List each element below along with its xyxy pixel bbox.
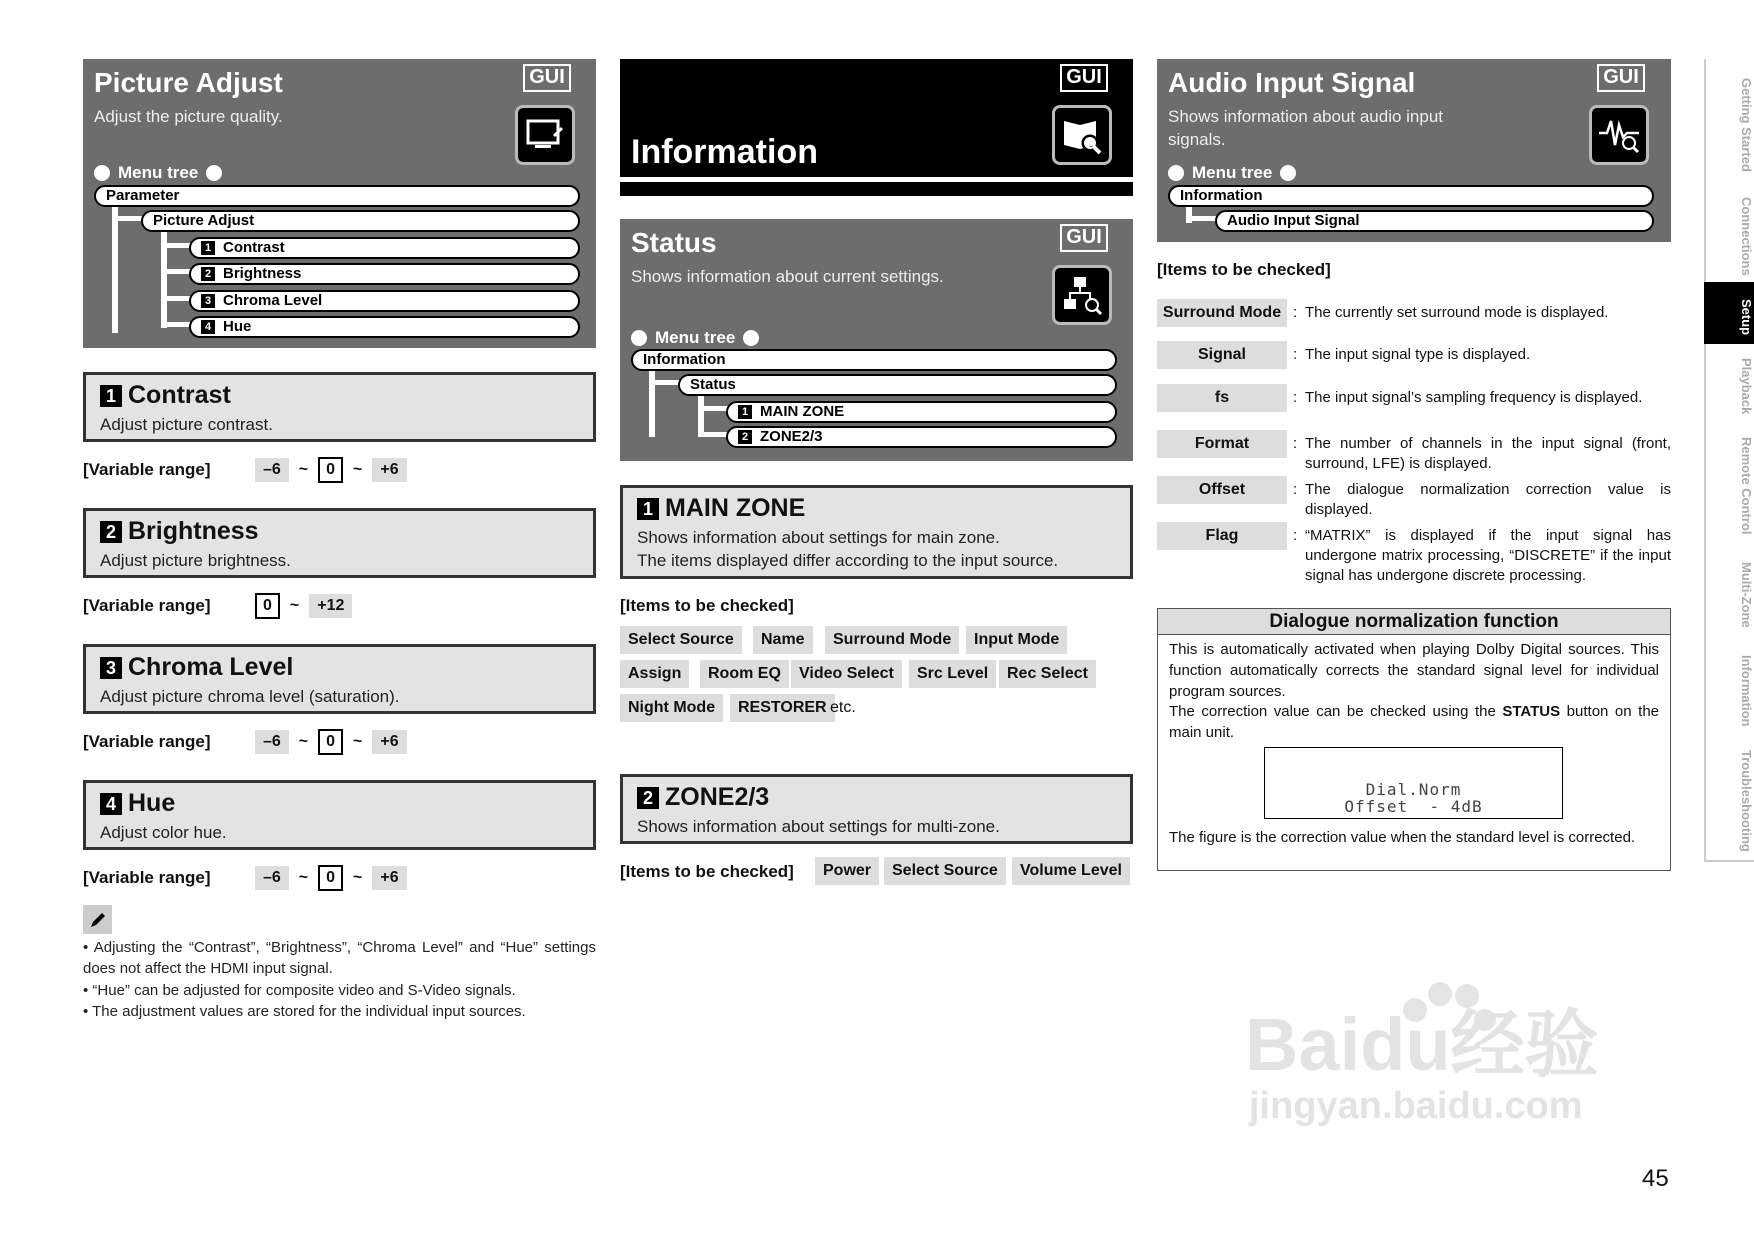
information-rule: [620, 182, 1133, 196]
main-zone-section: [620, 485, 1133, 579]
tree-status: Status: [678, 374, 1117, 396]
item-rec-select: Rec Select: [999, 660, 1096, 688]
chroma-range: [Variable range] –6 ~ 0 ~ +6: [83, 729, 417, 755]
tab-information[interactable]: Information: [1704, 639, 1754, 734]
dialnorm-p3: The figure is the correction value when the standard level is corrected.: [1169, 829, 1636, 846]
information-header: [620, 59, 1133, 177]
tree-picture-adjust: Picture Adjust: [141, 210, 580, 232]
main-zone-desc-1: Shows information about settings for main zone.: [637, 528, 1000, 547]
contrast-title: 1 Contrast: [100, 381, 231, 410]
tab-setup[interactable]: Setup: [1704, 282, 1754, 344]
tree-brightness: 2 Brightness: [189, 263, 580, 285]
label-surround-mode: Surround Mode: [1157, 299, 1287, 327]
main-zone-desc-2: The items displayed differ according to the input source.: [637, 551, 1059, 570]
zone23-items-label: [Items to be checked]: [620, 862, 794, 881]
display-panel: [1264, 747, 1563, 819]
book-search-icon: [1052, 105, 1112, 165]
audio-input-title: Audio Input Signal: [1168, 67, 1416, 98]
chroma-title: 3 Chroma Level: [100, 653, 293, 682]
status-header: [620, 219, 1133, 461]
tab-playback[interactable]: Playback: [1704, 344, 1754, 420]
value-offset: The dialogue normalization correction value is displayed.: [1305, 481, 1671, 518]
brightness-desc: Adjust picture brightness.: [100, 551, 291, 570]
item-room-eq: Room EQ: [700, 660, 789, 688]
tab-troubleshooting[interactable]: Troubleshooting: [1704, 734, 1754, 862]
item-volume-level: Volume Level: [1012, 857, 1130, 885]
status-title: Status: [631, 227, 717, 258]
dialnorm-box: [1157, 608, 1671, 871]
dialnorm-p1: This is automatically activated when playing Dolby Digital sources. This function automatically corrects the standard signal level for individual program sources.: [1169, 641, 1659, 700]
value-surround-mode: The currently set surround mode is displayed.: [1305, 304, 1609, 321]
menu-tree-label: Menu tree: [94, 163, 222, 183]
pencil-icon: [83, 905, 112, 934]
tree-parameter: Parameter: [94, 185, 580, 207]
contrast-section: [83, 372, 596, 442]
note-1: • Adjusting the “Contrast”, “Brightness”, “Chroma Level” and “Hue” settings does not affect the HDMI input signal.: [83, 939, 596, 977]
item-power: Power: [815, 857, 879, 885]
value-flag: “MATRIX” is displayed if the input signal has undergone matrix processing, “DISCRETE” if the input signal has undergone discrete processing.: [1305, 527, 1671, 584]
note-2: • “Hue” can be adjusted for composite video and S-Video signals.: [83, 982, 516, 999]
zone23-title: 2 ZONE2/3: [637, 783, 769, 812]
label-offset: Offset: [1157, 476, 1287, 504]
display-line-2: Offset - 4dB: [1344, 797, 1483, 816]
tab-remote-control[interactable]: Remote Control: [1704, 420, 1754, 543]
hue-title: 4 Hue: [100, 789, 175, 818]
item-video-select: Video Select: [791, 660, 902, 688]
menu-tree-label: Menu tree: [631, 328, 759, 348]
item-restorer: RESTORER: [730, 694, 835, 722]
label-fs: fs: [1157, 384, 1287, 412]
gui-badge: GUI: [1060, 64, 1108, 92]
page-number: 45: [1642, 1165, 1669, 1192]
audio-input-subtitle-2: signals.: [1168, 130, 1226, 149]
brightness-section: [83, 508, 596, 578]
contrast-range: [Variable range] –6 ~ 0 ~ +6: [83, 457, 417, 483]
tree-contrast: 1 Contrast: [189, 237, 580, 259]
hue-range: [Variable range] –6 ~ 0 ~ +6: [83, 865, 417, 891]
tree-zone23: 2 ZONE2/3: [726, 426, 1117, 448]
gui-badge: GUI: [1060, 224, 1108, 252]
watermark: [1245, 1005, 1645, 1128]
gui-badge: GUI: [523, 64, 571, 92]
item-src-level: Src Level: [909, 660, 996, 688]
item-name: Name: [753, 626, 813, 654]
note-3: • The adjustment values are stored for the individual input sources.: [83, 1003, 526, 1020]
label-format: Format: [1157, 430, 1287, 458]
hue-desc: Adjust color hue.: [100, 823, 227, 842]
tab-multi-zone[interactable]: Multi-Zone: [1704, 543, 1754, 639]
item-select-source: Select Source: [620, 626, 742, 654]
tree-main-zone: 1 MAIN ZONE: [726, 401, 1117, 423]
picture-adjust-subtitle: Adjust the picture quality.: [94, 107, 283, 126]
tree-audio-input-signal: Audio Input Signal: [1215, 210, 1654, 232]
monitor-icon: [515, 105, 575, 165]
zone23-desc: Shows information about settings for multi-zone.: [637, 817, 1000, 836]
audio-input-subtitle-1: Shows information about audio input: [1168, 107, 1444, 126]
gui-badge: GUI: [1597, 64, 1645, 92]
waveform-search-icon: [1589, 105, 1649, 165]
item-night-mode: Night Mode: [620, 694, 723, 722]
label-signal: Signal: [1157, 341, 1287, 369]
menu-tree-label: Menu tree: [1168, 163, 1296, 183]
audio-input-header: [1157, 59, 1671, 242]
hue-section: [83, 780, 596, 850]
chroma-section: [83, 644, 596, 714]
status-subtitle: Shows information about current settings.: [631, 267, 944, 286]
tab-getting-started[interactable]: Getting Started: [1704, 59, 1754, 182]
dialnorm-title: Dialogue normalization function: [1158, 609, 1670, 635]
label-flag: Flag: [1157, 522, 1287, 550]
item-assign: Assign: [620, 660, 689, 688]
brightness-range: [Variable range] 0 ~ +12: [83, 593, 362, 619]
audio-items-label: [Items to be checked]: [1157, 260, 1331, 279]
tree-information: Information: [1168, 185, 1654, 207]
item-select-source: Select Source: [884, 857, 1006, 885]
information-title: Information: [631, 133, 818, 171]
watermark-text-2: jingyan.baidu.com: [1249, 1085, 1583, 1127]
tree-chroma-level: 3 Chroma Level: [189, 290, 580, 312]
picture-adjust-title: Picture Adjust: [94, 67, 283, 98]
brightness-title: 2 Brightness: [100, 517, 259, 546]
value-fs: The input signal’s sampling frequency is displayed.: [1305, 389, 1643, 406]
value-format: The number of channels in the input signal (front, surround, LFE) is displayed.: [1305, 435, 1671, 472]
tree-hue: 4 Hue: [189, 316, 580, 338]
item-input-mode: Input Mode: [966, 626, 1067, 654]
value-signal: The input signal type is displayed.: [1305, 346, 1531, 363]
zone23-section: [620, 774, 1133, 844]
network-search-icon: [1052, 265, 1112, 325]
item-surround-mode: Surround Mode: [825, 626, 959, 654]
dialnorm-p2: The correction value can be checked using the STATUS button on the main unit.: [1169, 703, 1660, 741]
display-line-1: Dial.Norm: [1365, 780, 1462, 799]
contrast-desc: Adjust picture contrast.: [100, 415, 273, 434]
tab-connections[interactable]: Connections: [1704, 182, 1754, 282]
watermark-text-1: Baidu经验: [1245, 1003, 1599, 1086]
chroma-desc: Adjust picture chroma level (saturation).: [100, 687, 400, 706]
tree-information: Information: [631, 349, 1117, 371]
main-zone-title: 1 MAIN ZONE: [637, 494, 805, 523]
items-etc: etc.: [830, 699, 856, 716]
picture-adjust-header: [83, 59, 596, 348]
main-zone-items-label: [Items to be checked]: [620, 596, 794, 615]
